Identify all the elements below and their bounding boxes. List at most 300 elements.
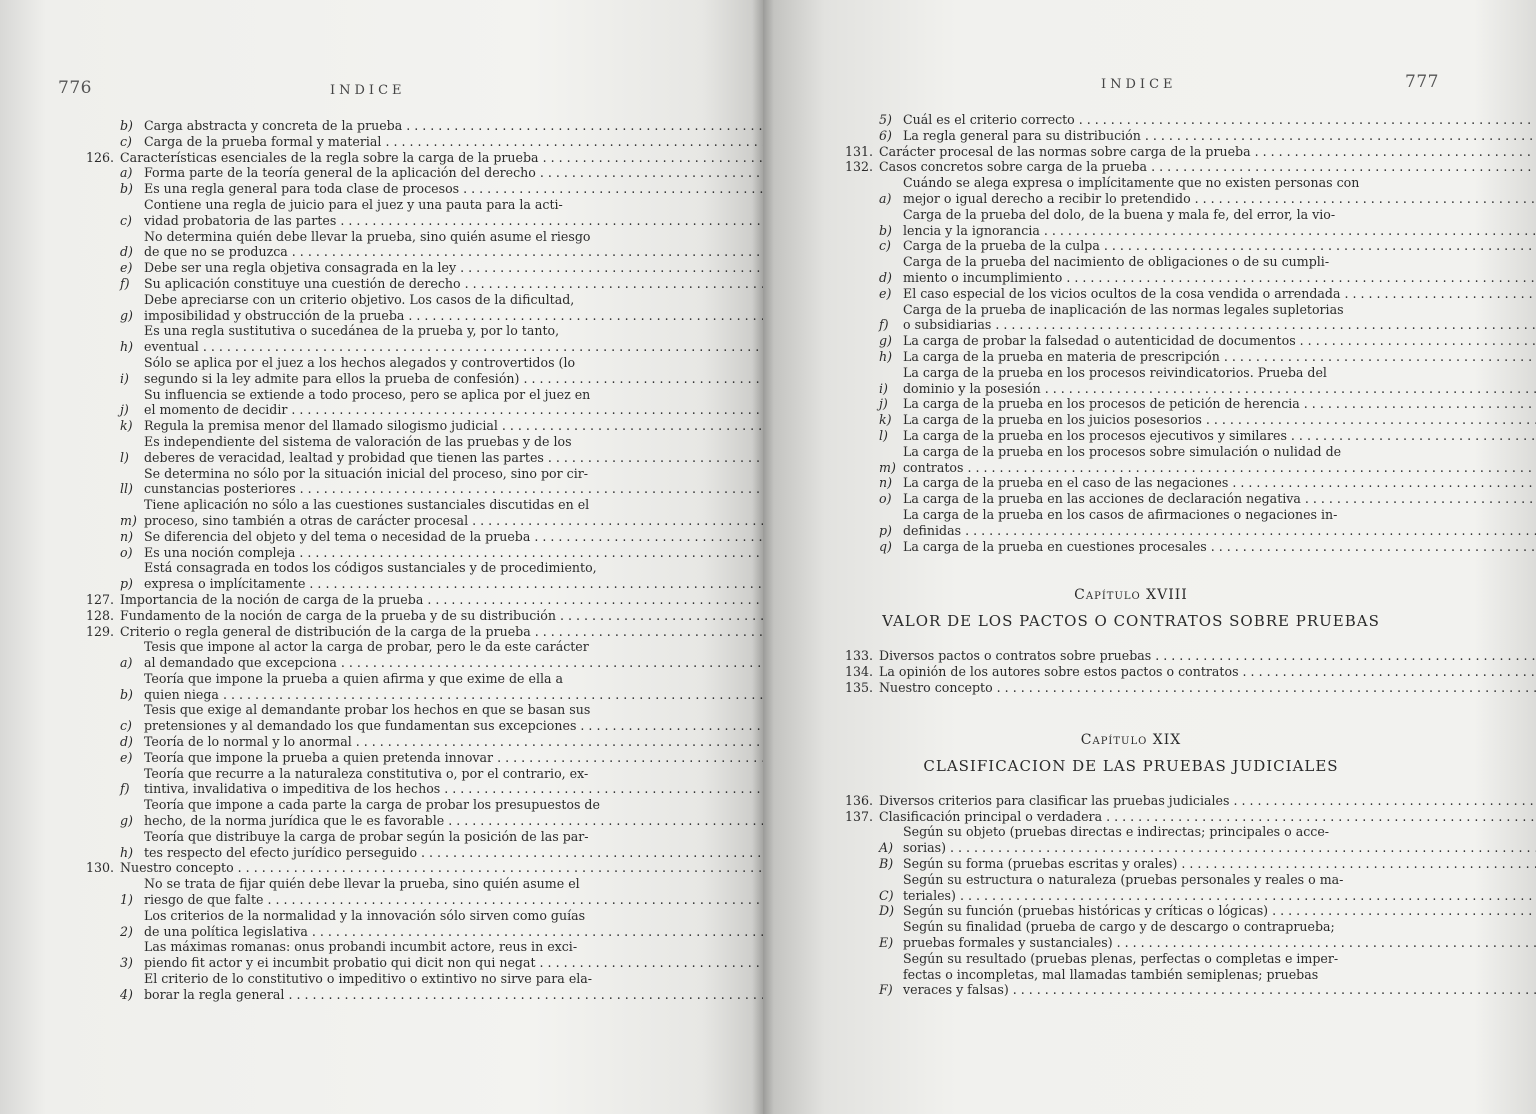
entry-line-text: Criterio o regla general de distribución de la carga de la prueba (120, 623, 531, 639)
leader-dots (493, 750, 763, 765)
entry-line (903, 856, 1536, 872)
entry-line (903, 919, 1536, 935)
toc-entry (835, 951, 1427, 998)
toc-entry (835, 144, 1427, 160)
leader-dots (284, 987, 763, 1002)
toc-entry (76, 355, 662, 387)
entry-line (903, 396, 1536, 412)
entry-line (144, 513, 763, 529)
toc-entry (76, 545, 662, 561)
entry-line-text: Las máximas romanas: onus probandi incumbit actore, reus in exci- (144, 939, 578, 955)
entry-title (144, 750, 763, 766)
leader-dots (199, 339, 763, 354)
entry-line-text: Teoría que recurre a la naturaleza constitutiva o, por el contrario, ex- (144, 765, 589, 781)
entry-line (144, 118, 763, 134)
entry-line-text: deberes de veracidad, lealtad y probidad que tienen las partes (144, 449, 544, 465)
entry-number: 129. (85, 623, 114, 639)
leader-dots (1147, 159, 1536, 174)
entry-line (903, 128, 1536, 144)
leader-dots (1151, 648, 1536, 663)
toc-entry (76, 260, 662, 276)
entry-title (144, 418, 763, 434)
entry-line-text: Es una regla general para toda clase de procesos (144, 181, 460, 197)
entry-title (879, 664, 1536, 680)
entry-line (144, 165, 763, 181)
entry-line-text: Tiene aplicación no sólo a las cuestiones sustanciales discutidas en el (144, 497, 590, 513)
entry-letter: E) (879, 935, 894, 951)
entry-title (903, 175, 1536, 207)
entry-title (144, 876, 763, 908)
entry-line-text: El caso especial de los vicios ocultos de la cosa vendida o arrendada (903, 285, 1341, 301)
entry-line-text: Los criterios de la normalidad y la innovación sólo sirven como guías (144, 907, 586, 923)
leader-dots (531, 624, 763, 639)
entry-letter: 6) (879, 127, 892, 143)
toc-entry (76, 560, 662, 592)
entry-line (144, 197, 763, 213)
entry-line-text: tintiva, invalidativa o impeditiva de los hechos (144, 781, 441, 797)
entry-title (903, 365, 1536, 397)
entry-line-text: Carga de la prueba del dolo, de la buena y mala fe, del error, la vio- (903, 206, 1336, 222)
entry-letter: a) (879, 190, 892, 206)
entry-line (903, 444, 1536, 460)
entry-line-text: o subsidiarias (903, 317, 992, 333)
entry-letter: h) (120, 844, 134, 860)
entry-line (120, 592, 763, 608)
entry-line (144, 639, 763, 655)
entry-line (903, 903, 1536, 919)
entry-line (879, 809, 1536, 825)
entry-line (144, 497, 763, 513)
entry-line-text: sorias) (903, 840, 946, 856)
leader-dots (423, 592, 763, 607)
entry-letter: p) (120, 576, 133, 592)
entry-line-text: Teoría que impone la prueba a quien pretenda innovar (144, 749, 494, 765)
toc-entry (835, 333, 1427, 349)
entry-title (144, 671, 763, 703)
entry-line (903, 191, 1536, 207)
entry-line (120, 608, 763, 624)
entry-line (144, 718, 763, 734)
entry-line-text: Teoría que impone a cada parte la carga de probar los presupuestos de (144, 797, 600, 813)
entry-line (903, 951, 1536, 967)
entry-line (120, 860, 763, 876)
entry-line-text: Nuestro concepto (879, 679, 993, 695)
leader-dots (1251, 144, 1536, 159)
toc-entry (76, 939, 662, 971)
entry-title (903, 903, 1536, 919)
entry-line-text: Debe ser una regla objetiva consagrada en la ley (144, 260, 457, 276)
entry-number: 133. (844, 647, 873, 663)
entry-line (144, 260, 763, 276)
entry-letter: 2) (120, 923, 133, 939)
toc-entry (76, 529, 662, 545)
entry-line (144, 892, 763, 908)
entry-line (144, 924, 763, 940)
entry-line (144, 355, 763, 371)
leader-dots (1228, 475, 1536, 490)
entry-letter: c) (879, 238, 891, 254)
entry-line-text: La carga de la prueba en los juicios posesorios (903, 412, 1202, 428)
entry-line-text: definidas (903, 522, 962, 538)
entry-line (144, 576, 763, 592)
entry-letter: n) (120, 528, 134, 544)
toc-entry (76, 418, 662, 434)
leader-dots (1202, 412, 1536, 427)
entry-line-text: lencia y la ignorancia (903, 222, 1040, 238)
entry-title (903, 444, 1536, 476)
toc-section (835, 112, 1427, 554)
entry-title (903, 919, 1536, 951)
entry-title (144, 797, 763, 829)
leader-dots (287, 402, 763, 417)
entry-letter: c) (120, 212, 132, 228)
entry-line-text: el momento de decidir (144, 402, 288, 418)
entry-title (903, 254, 1536, 286)
entry-line-text: Cuál es el criterio correcto (903, 112, 1075, 127)
entry-line-text: Carga de la prueba formal y material (144, 133, 382, 149)
entry-title (903, 872, 1536, 904)
entry-line-text: Clasificación principal o verdadera (879, 808, 1103, 824)
entry-line (144, 529, 763, 545)
entry-number: 137. (844, 808, 873, 824)
toc-entry (835, 824, 1427, 856)
entry-title (144, 971, 763, 1003)
entry-title (879, 680, 1536, 696)
entry-line (879, 159, 1536, 175)
entry-line-text: Debe apreciarse con un criterio objetivo. Los casos de la dificultad, (144, 291, 575, 307)
toc-entry (76, 276, 662, 292)
leader-dots (444, 813, 763, 828)
entry-line-text: segundo si la ley admite para ellos la prueba de confesión) (144, 370, 520, 386)
entry-line (144, 876, 763, 892)
entry-letter: f) (879, 317, 889, 333)
toc-entry (76, 608, 662, 624)
entry-title (144, 323, 763, 355)
entry-letter: f) (120, 275, 130, 291)
entry-letter: g) (879, 333, 892, 349)
entry-line (903, 888, 1536, 904)
entry-line-text: pruebas formales y sustanciales) (903, 935, 1113, 951)
entry-line (144, 750, 763, 766)
entry-letter: A) (879, 840, 894, 856)
entry-letter: p) (879, 522, 892, 538)
leader-dots (295, 545, 763, 560)
entry-line-text: La carga de la prueba en cuestiones procesales (903, 538, 1207, 554)
entry-title (144, 260, 763, 276)
entry-line-text: de una política legislativa (144, 923, 308, 939)
entry-line-text: quien niega (144, 686, 219, 702)
entry-line-text: vidad probatoria de las partes (144, 212, 337, 228)
entry-title (903, 412, 1536, 428)
entry-line-text: Según su finalidad (prueba de cargo y de descargo o contraprueba; (903, 919, 1335, 935)
entry-title (144, 908, 763, 940)
entry-title (903, 824, 1536, 856)
entry-number: 132. (844, 159, 873, 175)
leader-dots (536, 165, 763, 180)
leader-dots (296, 481, 763, 496)
leader-dots (556, 608, 763, 623)
entry-line-text: Es una regla sustitutiva o sucedánea de la prueba y, por lo tanto, (144, 323, 560, 339)
entry-letter: b) (120, 181, 133, 197)
toc-entry (835, 903, 1427, 919)
entry-letter: a) (120, 655, 133, 671)
entry-line (903, 460, 1536, 476)
entry-line (144, 734, 763, 750)
entry-letter: m) (120, 512, 137, 528)
leader-dots (1041, 381, 1536, 396)
toc-entry (835, 254, 1427, 286)
leader-dots (417, 845, 763, 860)
entry-title (120, 592, 763, 608)
entry-line-text: borar la regla general (144, 986, 285, 1002)
leader-dots (1340, 286, 1536, 301)
entry-line (144, 418, 763, 434)
entry-line-text: tes respecto del efecto jurídico perseguido (144, 844, 418, 860)
chapter-title: VALOR DE LOS PACTOS O CONTRATOS SOBRE PRUEBAS (882, 612, 1380, 631)
leader-dots (1207, 539, 1536, 554)
entry-line-text: Su aplicación constituye una cuestión de derecho (144, 275, 461, 291)
entry-line-text: La carga de la prueba en los procesos sobre simulación o nulidad de (903, 443, 1342, 459)
entry-line (903, 967, 1536, 983)
entry-title (903, 207, 1536, 239)
toc-entry (835, 444, 1427, 476)
entry-line-text: Según su objeto (pruebas directas e indirectas; principales o acce- (903, 824, 1330, 840)
entry-title (903, 238, 1536, 254)
leader-dots (1040, 223, 1536, 238)
entry-line (120, 150, 763, 166)
entry-title (144, 165, 763, 181)
entry-letter: l) (879, 427, 888, 443)
entry-line (879, 648, 1536, 664)
leader-dots (946, 840, 1536, 855)
entry-line-text: Según su forma (pruebas escritas y orales) (903, 856, 1178, 872)
entry-title (144, 197, 763, 229)
leader-dots (519, 371, 763, 386)
toc-entry (835, 396, 1427, 412)
entry-title (903, 112, 1536, 128)
entry-letter: C) (879, 887, 894, 903)
entry-line-text: Es independiente del sistema de valoración de las pruebas y de los (144, 433, 572, 449)
entry-letter: b) (879, 222, 892, 238)
entry-line-text: No se trata de fijar quién debe llevar la prueba, sino quién asume el (144, 876, 580, 892)
leader-dots (1100, 238, 1536, 253)
page-number: 776 (58, 78, 92, 98)
entry-letter: D) (879, 903, 895, 919)
leader-dots (539, 150, 763, 165)
leader-dots (305, 576, 763, 591)
entry-title (903, 507, 1536, 539)
entry-line-text: Diversos pactos o contratos sobre pruebas (879, 647, 1152, 663)
entry-line (879, 144, 1536, 160)
entry-title (144, 434, 763, 466)
toc-entry (76, 971, 662, 1003)
leader-dots (1287, 428, 1536, 443)
entry-line (144, 545, 763, 561)
entry-line-text: expresa o implícitamente (144, 576, 306, 592)
entry-number: 135. (844, 679, 873, 695)
entry-line-text: Contiene una regla de juicio para el juez y una pauta para la acti- (144, 196, 563, 212)
toc-entry (835, 238, 1427, 254)
toc-entry (76, 229, 662, 261)
entry-title (903, 302, 1536, 334)
running-head: INDICE (330, 83, 406, 98)
entry-title (120, 624, 763, 640)
entry-line (144, 308, 763, 324)
leader-dots (1009, 982, 1536, 997)
entry-title (903, 349, 1536, 365)
toc-list (835, 112, 1427, 998)
entry-line-text: Su influencia se extiende a todo proceso, pero se aplica por el juez en (144, 386, 591, 402)
toc-entry (835, 286, 1427, 302)
entry-line (144, 450, 763, 466)
entry-line (903, 475, 1536, 491)
leader-dots (1239, 664, 1536, 679)
toc-entry (835, 539, 1427, 555)
leader-dots (459, 181, 763, 196)
leader-dots (468, 513, 763, 528)
entry-line (144, 971, 763, 987)
leader-dots (219, 687, 763, 702)
toc-entry (835, 872, 1427, 904)
entry-title (144, 181, 763, 197)
entry-letter: n) (879, 475, 893, 491)
entry-title (879, 159, 1536, 175)
entry-title (144, 466, 763, 498)
entry-letter: e) (120, 260, 133, 276)
running-head: INDICE (1101, 77, 1177, 92)
toc-entry (76, 292, 662, 324)
entry-line-text: Sólo se aplica por el juez a los hechos alegados y controvertidos (lo (144, 354, 576, 370)
entry-line (144, 323, 763, 339)
entry-line-text: Regula la premisa menor del llamado silogismo judicial (144, 418, 498, 434)
entry-letter: h) (120, 339, 134, 355)
entry-line-text: Carga de la prueba del nacimiento de obligaciones o de su cumpli- (903, 254, 1330, 270)
toc-entry (835, 648, 1427, 664)
leader-dots (1141, 128, 1536, 143)
entry-title (144, 939, 763, 971)
entry-title (903, 333, 1536, 349)
entry-line (903, 270, 1536, 286)
entry-title (903, 491, 1536, 507)
entry-letter: 5) (879, 112, 892, 127)
entry-line-text: Carga de la prueba de inaplicación de las normas legales supletorias (903, 301, 1344, 317)
entry-title (903, 286, 1536, 302)
entry-line (144, 908, 763, 924)
entry-line (903, 491, 1536, 507)
entry-title (879, 144, 1536, 160)
leader-dots (993, 680, 1536, 695)
entry-letter: q) (879, 538, 892, 554)
entry-title (144, 118, 763, 134)
entry-letter: j) (120, 402, 129, 418)
toc-entry (835, 491, 1427, 507)
toc-entry (76, 734, 662, 750)
toc-entry (835, 175, 1427, 207)
entry-line (879, 680, 1536, 696)
leader-dots (544, 450, 763, 465)
entry-line (120, 624, 763, 640)
toc-entry (76, 860, 662, 876)
entry-line (144, 244, 763, 260)
entry-letter: e) (120, 749, 133, 765)
toc-entry (835, 128, 1427, 144)
toc-entry (835, 159, 1427, 175)
entry-number: 130. (85, 860, 114, 876)
entry-line (144, 987, 763, 1003)
leader-dots (440, 781, 763, 796)
entry-line (903, 207, 1536, 223)
entry-line-text: La regla general para su distribución (903, 127, 1141, 143)
leader-dots (1229, 793, 1536, 808)
entry-title (903, 856, 1536, 872)
entry-letter: 3) (120, 955, 133, 971)
entry-line (903, 223, 1536, 239)
entry-letter: i) (120, 370, 129, 386)
entry-line-text: Forma parte de la teoría general de la aplicación del derecho (144, 165, 536, 181)
entry-line-text: La carga de la prueba en los procesos de petición de herencia (903, 396, 1300, 412)
entry-letter: m) (879, 459, 896, 475)
entry-letter: g) (120, 813, 133, 829)
entry-letter: i) (879, 380, 888, 396)
leader-dots (308, 924, 763, 939)
entry-title (144, 639, 763, 671)
entry-letter: a) (120, 165, 133, 181)
toc-entry (835, 349, 1427, 365)
entry-line (144, 829, 763, 845)
entry-line (144, 134, 763, 150)
leader-dots (337, 655, 763, 670)
entry-number: 126. (85, 149, 114, 165)
toc-entry (76, 639, 662, 671)
entry-line (903, 507, 1536, 523)
entry-letter: F) (879, 982, 893, 998)
toc-entry (76, 466, 662, 498)
entry-line (903, 365, 1536, 381)
entry-line (144, 560, 763, 576)
entry-line (903, 523, 1536, 539)
entry-line (903, 317, 1536, 333)
entry-line (903, 254, 1536, 270)
entry-line (144, 181, 763, 197)
entry-line-text: dominio y la posesión (903, 380, 1041, 396)
entry-line-text: de que no se produzca (144, 244, 288, 260)
entry-line-text: La carga de la prueba en materia de prescripción (903, 348, 1220, 364)
toc-entry (76, 908, 662, 940)
right-page (763, 0, 1536, 1114)
leader-dots (1075, 112, 1536, 127)
entry-letter: d) (879, 269, 892, 285)
toc-entry (76, 165, 662, 181)
entry-number: 134. (844, 663, 873, 679)
entry-line-text: imposibilidad y obstrucción de la prueba (144, 307, 405, 323)
entry-line-text: El criterio de lo constitutivo o impeditivo o extintivo no sirve para ela- (144, 971, 593, 987)
entry-line (903, 824, 1536, 840)
entry-number: 131. (844, 143, 873, 159)
leader-dots (404, 308, 763, 323)
toc-list (76, 118, 662, 1003)
entry-line-text: La carga de la prueba en los procesos reivindicatorios. Prueba del (903, 364, 1327, 380)
entry-line-text: Carácter procesal de las normas sobre carga de la prueba (879, 143, 1251, 159)
entry-line (903, 840, 1536, 856)
entry-line (903, 539, 1536, 555)
entry-title (903, 475, 1536, 491)
toc-entry (76, 829, 662, 861)
entry-letter: c) (120, 718, 132, 734)
entry-line (144, 387, 763, 403)
entry-line-text: Según su estructura o naturaleza (pruebas personales y reales o ma- (903, 871, 1344, 887)
toc-entry (76, 134, 662, 150)
toc-entry (76, 387, 662, 419)
